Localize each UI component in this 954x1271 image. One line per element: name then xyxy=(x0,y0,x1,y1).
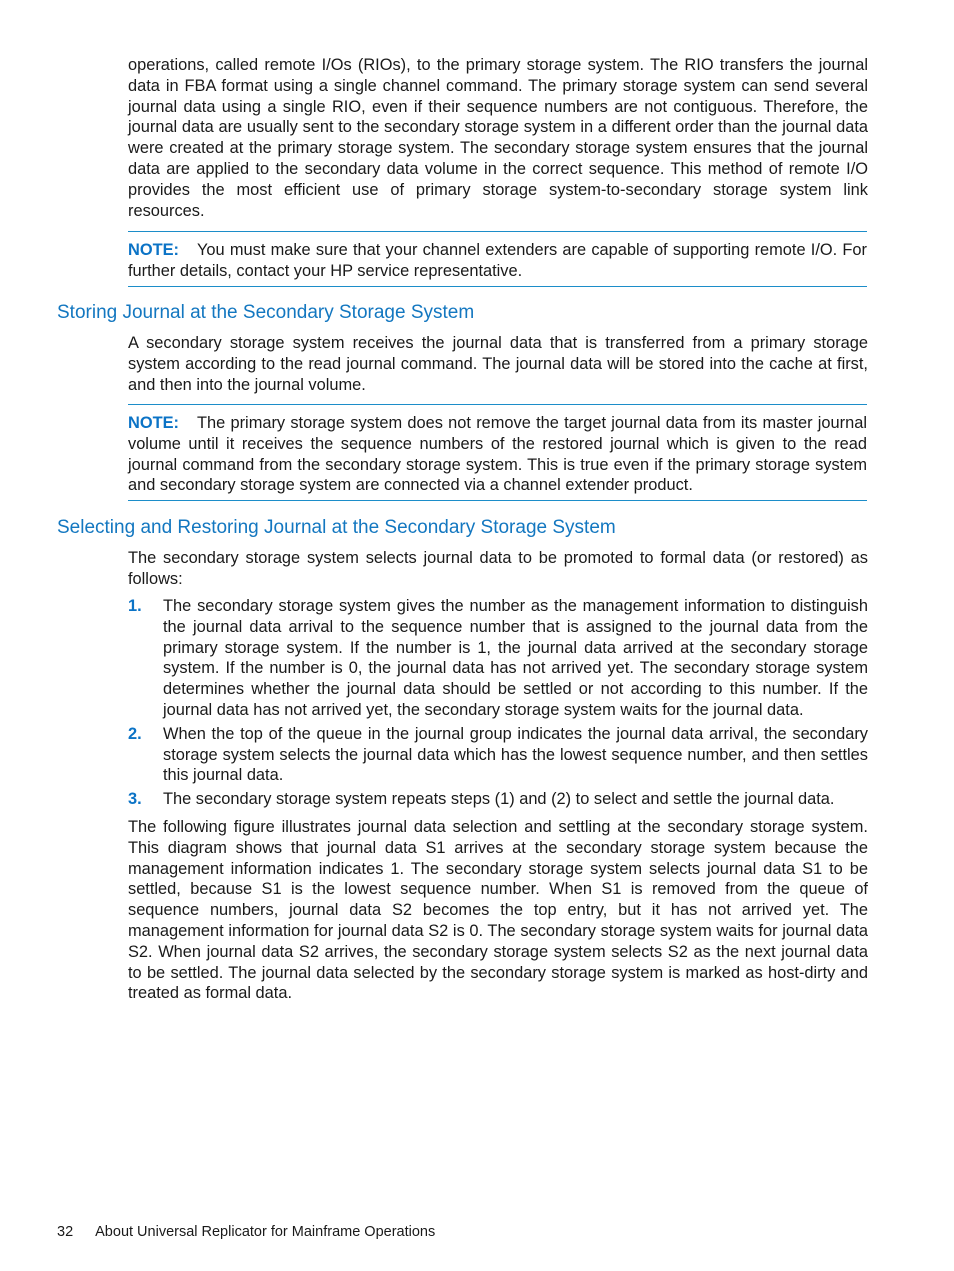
page-number: 32 xyxy=(57,1224,74,1240)
step-number: 1. xyxy=(128,597,142,615)
section-heading-selecting-restoring: Selecting and Restoring Journal at the Secondary Storage System xyxy=(57,517,616,538)
note-text: The primary storage system does not remove the target journal data from its master journal volume until it receives the sequence numbers of the restored journal which is given to the read journal command from the secondary storage system. This is true even if the primary storage system and secondary storage system are connected via a channel extender product. xyxy=(128,414,867,495)
list-item xyxy=(128,724,868,786)
list-item xyxy=(128,596,868,721)
section-heading-storing-journal: Storing Journal at the Secondary Storage System xyxy=(57,302,475,323)
page-footer xyxy=(57,1223,435,1241)
steps-list xyxy=(128,596,868,813)
step-number: 3. xyxy=(128,790,142,809)
intro-paragraph: operations, called remote I/Os (RIOs), to the primary storage system. The RIO transfers the journal data in FBA format using a single channel command. The primary storage system can send several journal data using a single RIO, even if their sequence numbers are not contiguous. Therefore, the journal data are usually sent to the secondary storage system in a different order than the journal data were created at the primary storage system. The secondary storage system ensures that the journal data are applied to the secondary data volume in the correct sequence. This method of remote I/O provides the most efficient use of primary storage system-to-secondary storage system link resources. xyxy=(128,56,868,220)
note-box-primary-storage xyxy=(128,404,867,501)
selecting-intro-paragraph: The secondary storage system selects journal data to be promoted to formal data (or restored) as follows: xyxy=(128,549,868,588)
closing-paragraph: The following figure illustrates journal data selection and settling at the secondary storage system. This diagram shows that journal data S1 arrives at the secondary storage system because the management information indicates 1. The secondary storage system selects journal data S1 to be settled, because S1 is the lowest sequence number. When S1 is removed from the queue of sequence numbers, journal data S2 becomes the top entry, but it has not arrived yet. The management information for journal data S2 is 0. The secondary storage system waits for journal data S2. When journal data S2 arrives, the secondary storage system selects S2 as the next journal data to be settled. The journal data selected by the secondary storage system is marked as host-dirty and treated as formal data. xyxy=(128,818,868,1003)
step-number: 2. xyxy=(128,724,142,743)
list-item xyxy=(128,789,868,810)
note-text: You must make sure that your channel extenders are capable of supporting remote I/O. For further details, contact your HP service representative. xyxy=(128,241,867,280)
running-title: About Universal Replicator for Mainframe Operations xyxy=(95,1224,436,1240)
step-text: The secondary storage system gives the number as the management information to distinguish the journal data arrival to the sequence number that is assigned to the journal data from the primary storage system. If the number is 1, the journal data arrived at the secondary storage system. If the number is 0, the journal data has not arrived yet. The secondary storage system determines whether the journal data should be settled or not according to this number. If the journal data has not arrived yet, the secondary storage system waits for the journal data. xyxy=(163,597,868,719)
step-text: When the top of the queue in the journal group indicates the journal data arrival, the secondary storage system selects the journal data which has the lowest sequence number, and then settles this journal data. xyxy=(163,724,868,785)
note-label: NOTE: xyxy=(128,241,179,259)
note-label: NOTE: xyxy=(128,414,179,432)
step-text: The secondary storage system repeats steps (1) and (2) to select and settle the journal data. xyxy=(163,790,835,809)
storing-journal-paragraph: A secondary storage system receives the journal data that is transferred from a primary storage system according to the read journal command. The journal data will be stored into the cache at first, and then into the journal volume. xyxy=(128,334,868,394)
note-box-remote-io xyxy=(128,231,867,287)
